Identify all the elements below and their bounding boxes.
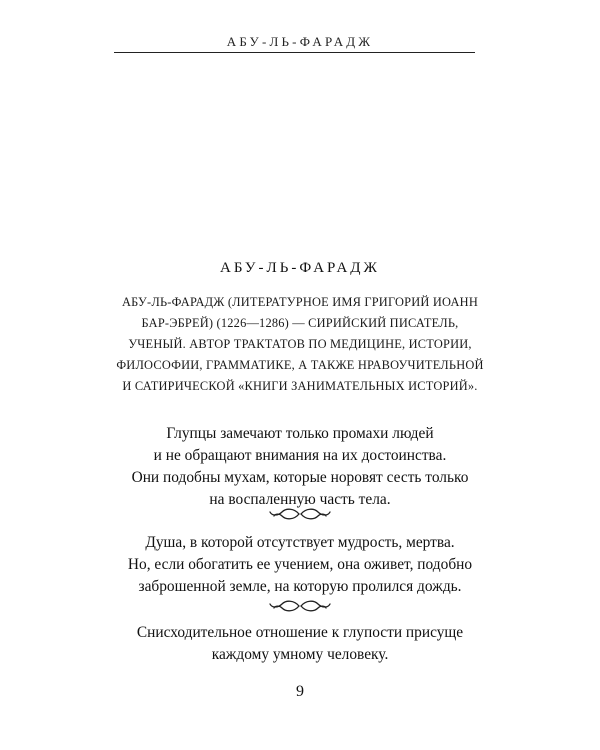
running-head: АБУ-ЛЬ-ФАРАДЖ	[226, 34, 374, 49]
aphorism-2	[60, 532, 540, 598]
aphorism-line: Снисходительное отношение к глупости присуще	[136, 624, 464, 641]
aphorism-3	[60, 622, 540, 666]
aphorism-line: Душа, в которой отсутствует мудрость, мертва.	[145, 534, 455, 551]
aphorism-line: Глупцы замечают только промахи людей	[166, 425, 434, 442]
header-rule	[114, 52, 475, 53]
flourish-ornament-icon	[268, 598, 332, 614]
bio-line: И САТИРИЧЕСКОЙ «КНИГИ ЗАНИМАТЕЛЬНЫХ ИСТОРИЙ».	[122, 379, 478, 393]
page-number: 9	[296, 683, 304, 700]
flourish-ornament-icon	[268, 506, 332, 522]
bio-line: БАР-ЭБРЕЙ) (1226—1286) — СИРИЙСКИЙ ПИСАТЕЛЬ,	[141, 316, 459, 330]
section-title: АБУ-ЛЬ-ФАРАДЖ	[220, 260, 380, 276]
aphorism-line: и не обращают внимания на их достоинства.	[153, 447, 447, 464]
aphorism-line: каждому умному человеку.	[211, 646, 389, 663]
bio-line: УЧЕНЫЙ. АВТОР ТРАКТАТОВ ПО МЕДИЦИНЕ, ИСТОРИИ,	[128, 337, 472, 351]
bio-line: АБУ-ЛЬ-ФАРАДЖ (ЛИТЕРАТУРНОЕ ИМЯ ГРИГОРИЙ ИОАНН	[122, 295, 478, 309]
aphorism-line: Они подобны мухам, которые норовят сесть только	[131, 469, 469, 486]
aphorism-line: Но, если обогатить ее учением, она оживет, подобно	[127, 556, 473, 573]
aphorism-line: заброшенной земле, на которую пролился дождь.	[138, 578, 462, 595]
bio-line: ФИЛОСОФИИ, ГРАММАТИКЕ, А ТАКЖЕ НРАВОУЧИТЕЛЬНОЙ	[116, 358, 484, 372]
aphorism-line: на воспаленную часть тела.	[209, 491, 391, 508]
aphorism-1	[60, 423, 540, 511]
author-bio	[110, 292, 490, 397]
